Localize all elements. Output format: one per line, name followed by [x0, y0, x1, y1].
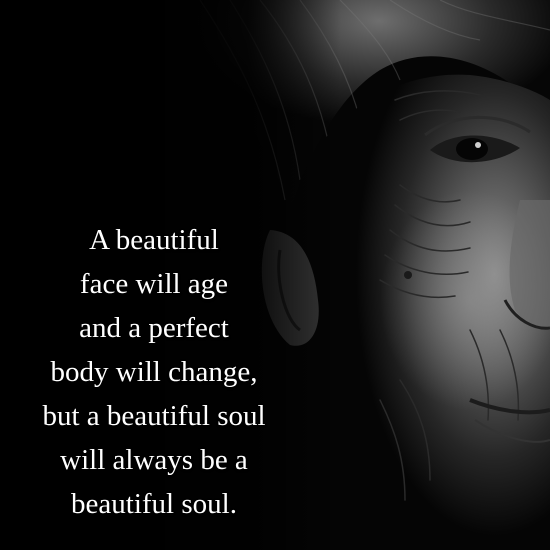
- quote-line: A beautiful: [89, 224, 219, 256]
- quote-line: and a perfect: [79, 312, 229, 344]
- quote-line: face will age: [79, 268, 229, 300]
- quote-line: beautiful soul.: [71, 488, 237, 520]
- quote-line: body will change,: [50, 356, 258, 388]
- quote-line: but a beautiful soul: [42, 400, 266, 432]
- quote-text: [0, 218, 308, 526]
- quote-line: will always be a: [60, 444, 248, 476]
